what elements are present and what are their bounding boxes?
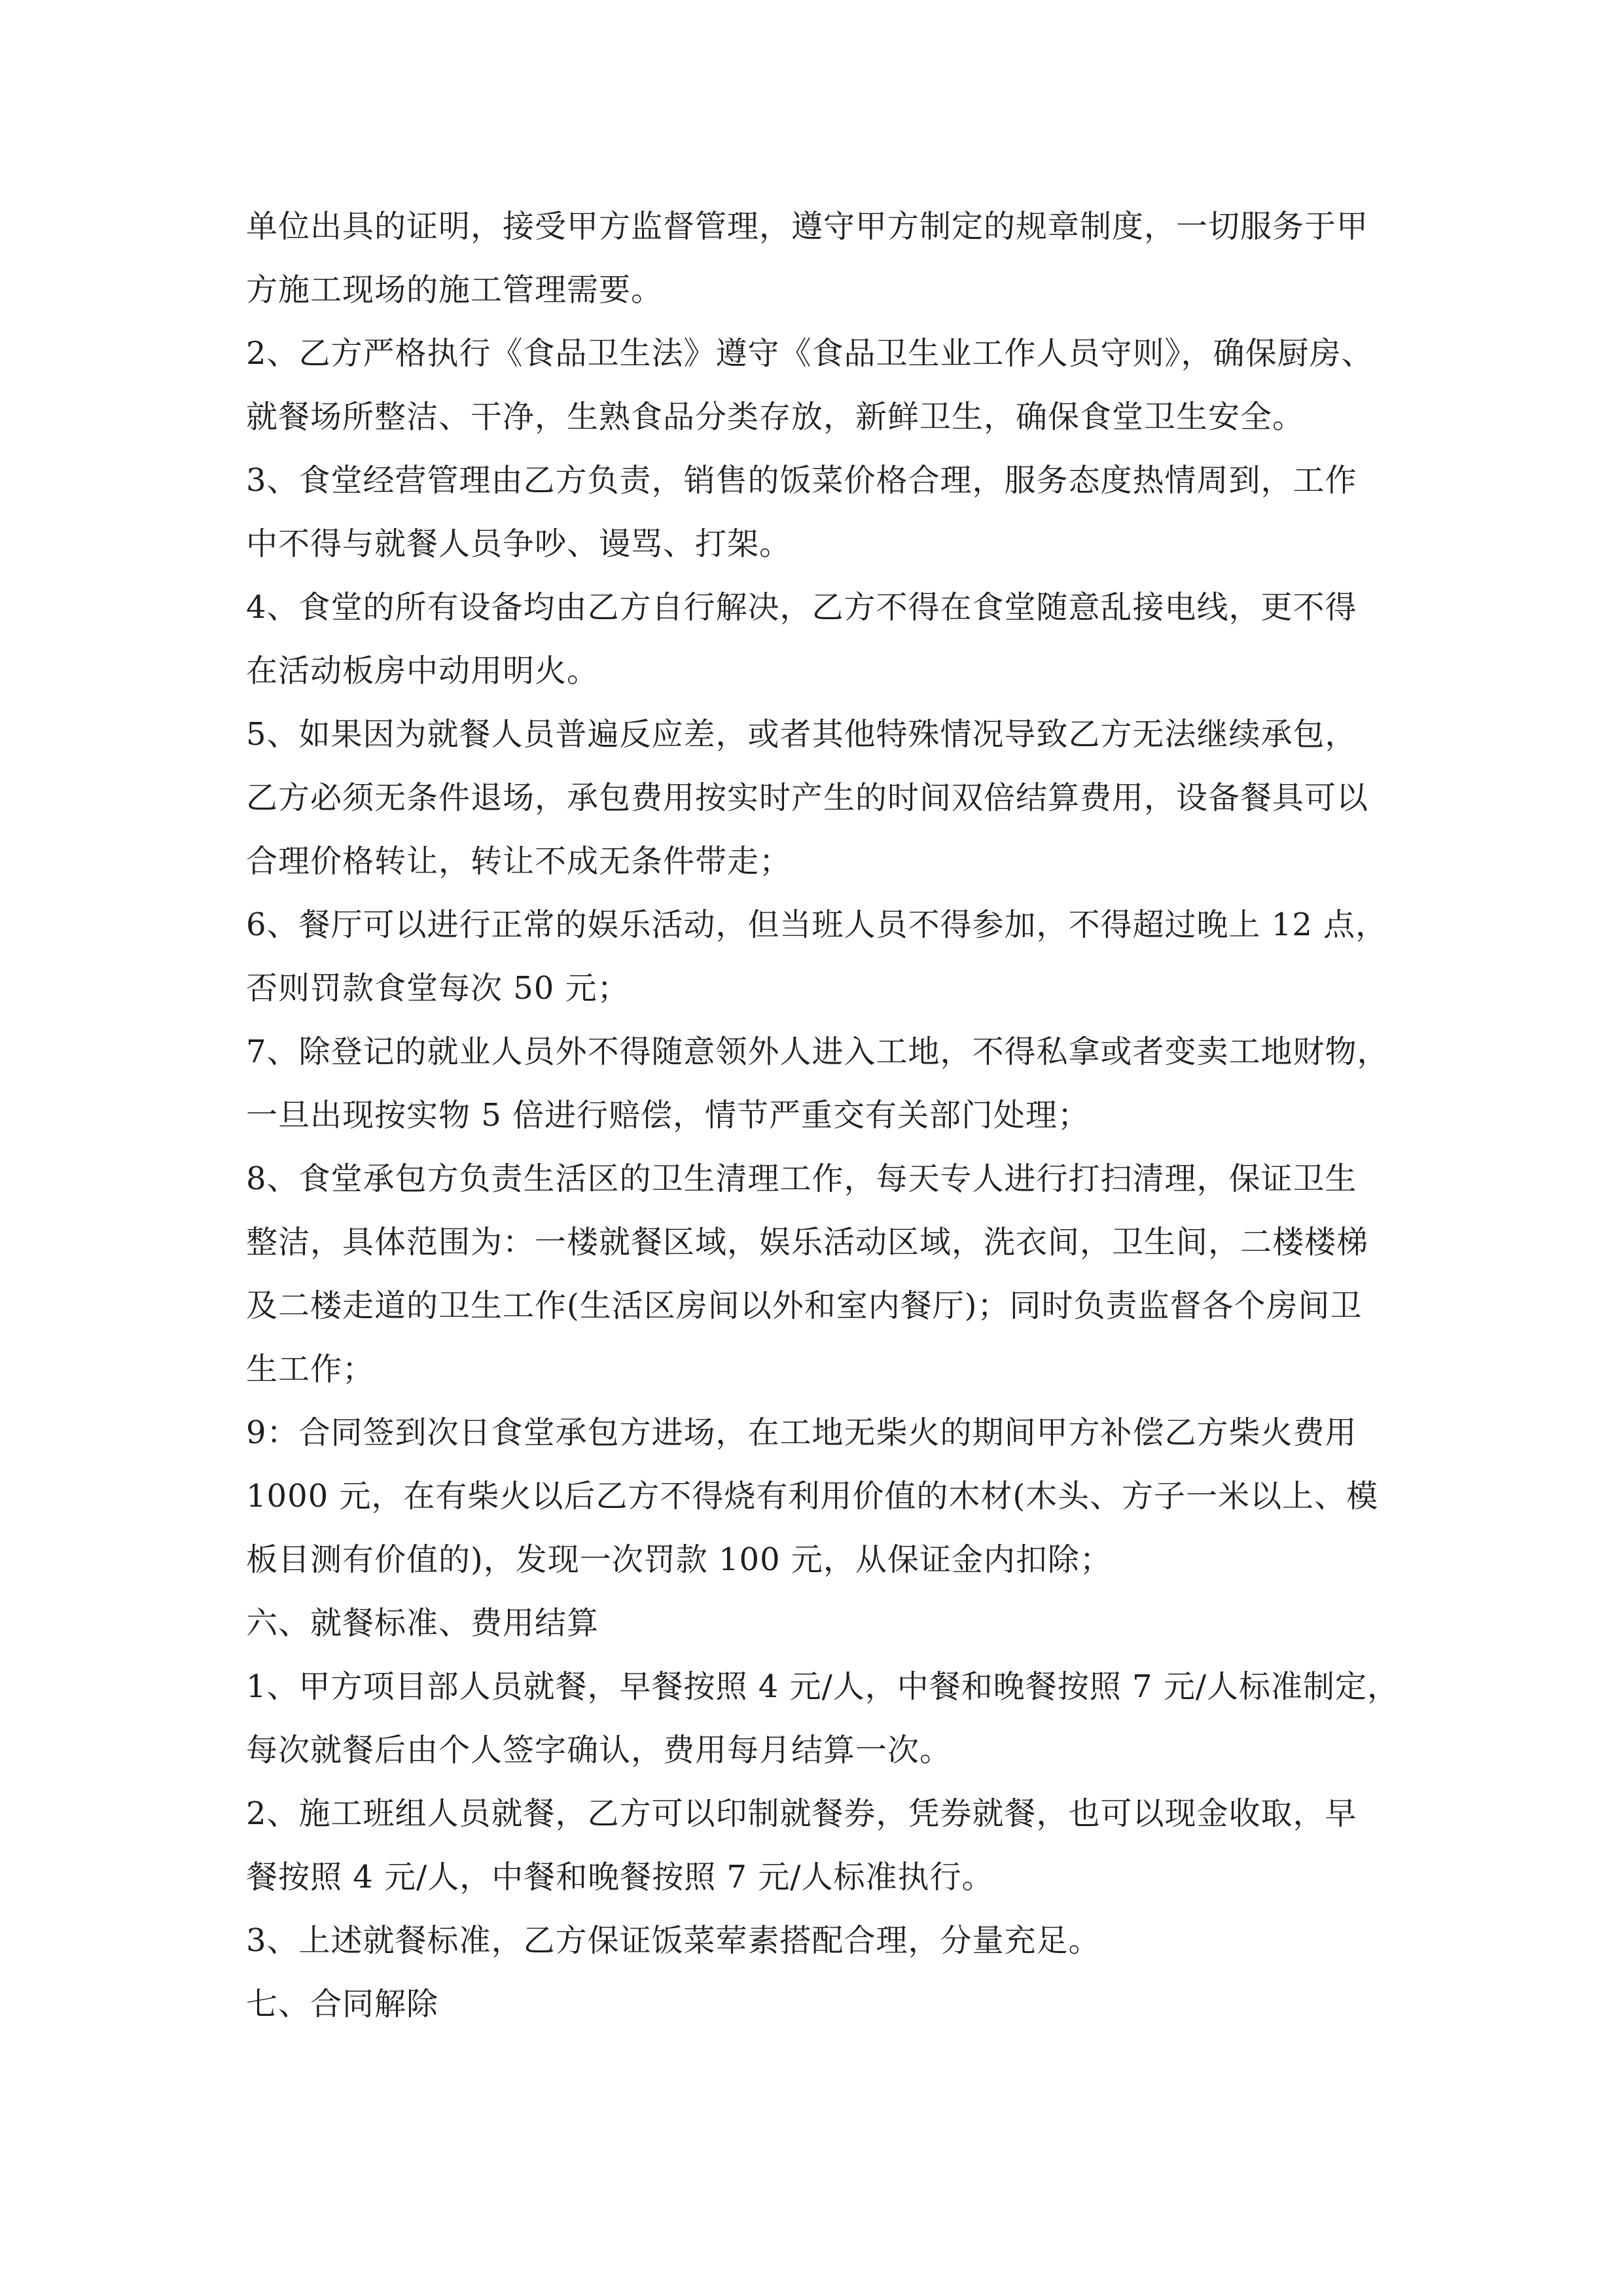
document-body <box>246 195 1398 2036</box>
section-heading: 六、就餐标准、费用结算 <box>246 1605 599 1641</box>
text-line: 3、上述就餐标准，乙方保证饭菜荤素搭配合理，分量充足。 <box>246 1922 1101 1959</box>
text-line: 2、乙方严格执行《食品卫生法》遵守《食品卫生业工作人员守则》，确保厨房、 <box>246 335 1374 372</box>
text-line: 乙方必须无条件退场，承包费用按实时产生的时间双倍结算费用，设备餐具可以 <box>246 780 1369 816</box>
text-line: 7、除登记的就业人员外不得随意领外人进入工地，不得私拿或者变卖工地财物， <box>246 1033 1389 1070</box>
text-line: 3、食堂经营管理由乙方负责，销售的饭菜价格合理，服务态度热情周到，工作 <box>246 462 1357 499</box>
text-line: 1、甲方项目部人员就餐，早餐按照 4 元/人，中餐和晚餐按照 7 元/人标准制定， <box>246 1668 1399 1705</box>
text-line: 中不得与就餐人员争吵、谩骂、打架。 <box>246 526 792 562</box>
text-line: 8、食堂承包方负责生活区的卫生清理工作，每天专人进行打扫清理，保证卫生 <box>246 1160 1357 1197</box>
text-line: 及二楼走道的卫生工作(生活区房间以外和室内餐厅)；同时负责监督各个房间卫 <box>246 1287 1363 1324</box>
text-line: 单位出具的证明，接受甲方监督管理，遵守甲方制定的规章制度，一切服务于甲 <box>246 208 1369 245</box>
text-line: 一旦出现按实物 5 倍进行赔偿，情节严重交有关部门处理； <box>246 1097 1090 1134</box>
text-line: 每次就餐后由个人签字确认，费用每月结算一次。 <box>246 1732 952 1768</box>
text-line: 否则罚款食堂每次 50 元； <box>246 970 630 1007</box>
text-line: 1000 元，在有柴火以后乙方不得烧有利用价值的木材(木头、方子一米以上、模 <box>246 1478 1379 1515</box>
text-line: 整洁，具体范围为：一楼就餐区域，娱乐活动区域，洗衣间，卫生间，二楼楼梯 <box>246 1224 1369 1261</box>
text-line: 板目测有价值的)，发现一次罚款 100 元，从保证金内扣除； <box>246 1541 1112 1578</box>
text-line: 5、如果因为就餐人员普遍反应差，或者其他特殊情况导致乙方无法继续承包， <box>246 716 1357 753</box>
text-line: 4、食堂的所有设备均由乙方自行解决，乙方不得在食堂随意乱接电线，更不得 <box>246 589 1357 626</box>
text-line: 合理价格转让，转让不成无条件带走； <box>246 843 792 880</box>
text-line: 2、施工班组人员就餐，乙方可以印制就餐券，凭券就餐，也可以现金收取，早 <box>246 1795 1357 1832</box>
text-line: 在活动板房中动用明火。 <box>246 653 599 689</box>
text-line: 9：合同签到次日食堂承包方进场，在工地无柴火的期间甲方补偿乙方柴火费用 <box>246 1414 1357 1451</box>
section-heading: 七、合同解除 <box>246 1986 439 2022</box>
text-line: 6、餐厅可以进行正常的娱乐活动，但当班人员不得参加，不得超过晚上 12 点， <box>246 906 1388 943</box>
text-line: 生工作； <box>246 1351 375 1388</box>
text-line: 餐按照 4 元/人，中餐和晚餐按照 7 元/人标准执行。 <box>246 1859 994 1895</box>
text-line: 就餐场所整洁、干净，生熟食品分类存放，新鲜卫生，确保食堂卫生安全。 <box>246 399 1305 435</box>
text-line: 方施工现场的施工管理需要。 <box>246 272 664 308</box>
